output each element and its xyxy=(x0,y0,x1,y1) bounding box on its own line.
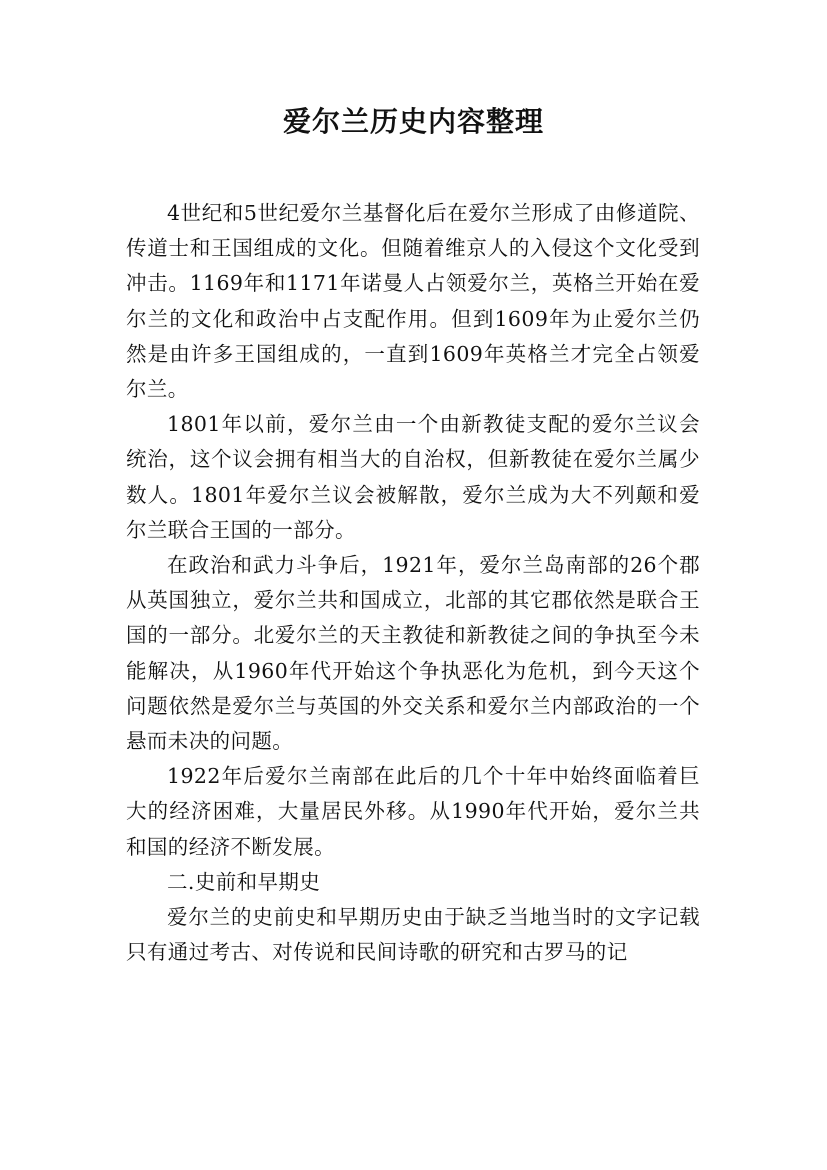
paragraph-parliament: 1801年以前，爱尔兰由一个由新教徒支配的爱尔兰议会统治，这个议会拥有相当大的自治权，但新教徒在爱尔兰属少数人。1801年爱尔兰议会被解散，爱尔兰成为大不列颠和爱尔兰联合王国的一部分。 xyxy=(126,412,700,542)
paragraph-economy: 1922年后爱尔兰南部在此后的几个十年中始终面临着巨大的经济困难，大量居民外移。从1990年代开始，爱尔兰共和国的经济不断发展。 xyxy=(126,764,700,859)
paragraph-independence: 在政治和武力斗争后，1921年，爱尔兰岛南部的26个郡从英国独立，爱尔兰共和国成立，北部的其它郡依然是联合王国的一部分。北爱尔兰的天主教徒和新教徒之间的争执至今未能解决，从1960年代开始这个争执恶化为危机，到今天这个问题依然是爱尔兰与英国的外交关系和爱尔兰内部政治的一个悬而未决的问题。 xyxy=(126,553,700,754)
document-title: 爱尔兰历史内容整理 xyxy=(282,105,544,138)
paragraph-early-history: 4世纪和5世纪爱尔兰基督化后在爱尔兰形成了由修道院、传道士和王国组成的文化。但随着维京人的入侵这个文化受到冲击。1169年和1171年诺曼人占领爱尔兰，英格兰开始在爱尔兰的文化和政治中占支配作用。但到1609年为止爱尔兰仍然是由许多王国组成的，一直到1609年英格兰才完全占领爱尔兰。 xyxy=(126,201,700,402)
paragraph-prehistory: 爱尔兰的史前史和早期历史由于缺乏当地当时的文字记载只有通过考古、对传说和民间诗歌的研究和古罗马的记 xyxy=(126,905,700,965)
document-body xyxy=(126,196,700,970)
section-heading-prehistory: 二.史前和早期史 xyxy=(167,869,321,894)
